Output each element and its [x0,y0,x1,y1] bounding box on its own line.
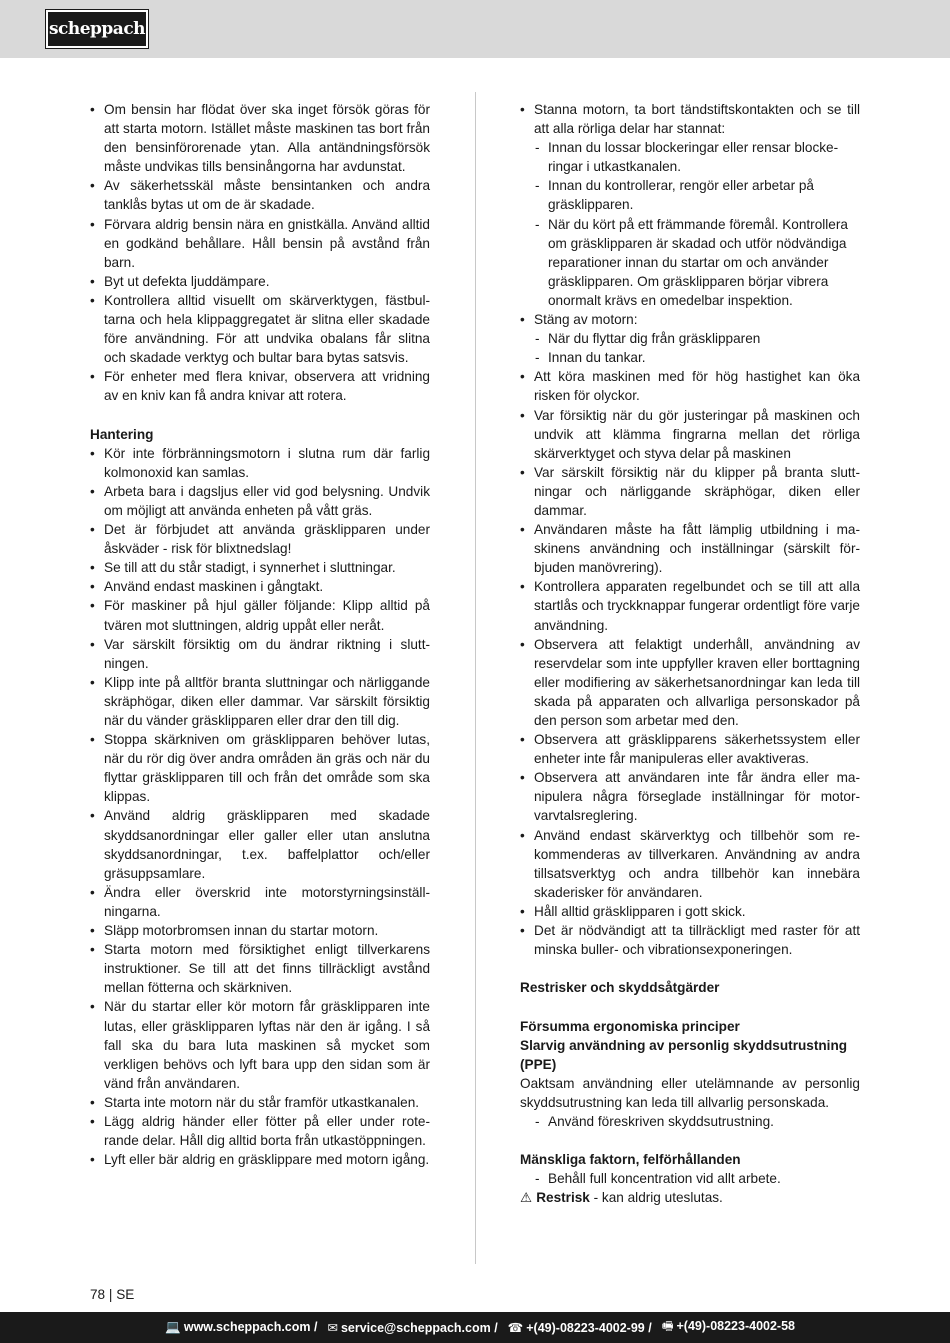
sub-item: - Innan du tankar. [520,348,860,367]
bullet-item: • Användaren måste ha fått lämplig utbildning i maskinens användning och inställningar (särskilt förbjuden manövrering). [520,520,860,577]
bullet-item: • Starta motorn med försiktighet enligt tillverkarens instruktioner. Se till att det finns tillräckligt avstånd mellan fötterna och skärkniven. [90,940,430,997]
bullet-item: • Starta inte motorn när du står framför utkastkanalen. [90,1093,430,1112]
warning-text: - kan aldrig uteslutas. [589,1190,723,1206]
bullet-item: • Stoppa skärkniven om gräsklipparen behöver lutas, när du rör dig över andra områden än gräs och när du flyttar gräsklipparen till och från det område som ska klippas. [90,730,430,806]
bullet-item: • Stanna motorn, ta bort tändstiftskontakten och se till att alla rörliga delar har stannat: [520,100,860,138]
footer-email-text: service@scheppach.com / [340,1321,498,1335]
spacer [520,997,860,1016]
footer-fax[interactable] [662,1317,795,1338]
sub-item: - När du flyttar dig från gräsklipparen [520,329,860,348]
sub-item: - Använd föreskriven skyddsutrustning. [520,1112,860,1131]
section-heading: Mänskliga faktorn, felförhållanden [520,1152,741,1168]
bullet-item: • Släpp motorbromsen innan du startar motorn. [90,921,430,940]
bullet-item: • Använd endast skärverktyg och tillbehör som rekommenderas av tillverkaren. Användning av andra tillsatsverktyg och andra tillbehör kan innebära skaderisker för användaren. [520,826,860,902]
bullet-item: • Förvara aldrig bensin nära en gnistkälla. Använd alltid en godkänd behållare. Håll bensin på avstånd från barn. [90,215,430,272]
section-heading: Slarvig användning av personlig skyddsutrustning (PPE) [520,1037,848,1072]
footer-web[interactable] [165,1320,317,1335]
bullet-item: • Det är förbjudet att använda gräsklipparen under åskväder - risk för blixtnedslag! [90,520,430,558]
footer-web-text: www.scheppach.com / [183,1320,318,1334]
section-heading: Restrisker och skyddsåtgärder [520,980,720,996]
page-language: SE [116,1287,135,1302]
bullet-item: • Använd aldrig gräsklipparen med skadade skyddsanordningar eller galler eller utan anslutna skyddsanordningar, t.ex. baffelplattor och/eller gräsuppsamlare. [90,806,430,882]
column-divider [475,92,476,1264]
bullet-item: • Kontrollera apparaten regelbundet och se till att alla startlås och tryckknappar fungerar ordentligt före varje användning. [520,577,860,634]
fax-icon: 🖷 [661,1319,674,1333]
bullet-item: • Kontrollera alltid visuellt om skärverktygen, fästbultarna och hela klippaggregatet är slitna eller skadade före användning. För att undvika obalans får slitna och skadade verktyg och bultar bara bytas satsvis. [90,291,430,367]
footer-fax-text: +(49)-08223-4002-58 [676,1319,795,1333]
bullet-item: • Stäng av motorn: [520,310,860,329]
logo-text: scheppach [48,19,146,39]
phone-icon: ☎ [507,1321,524,1335]
sub-item: - Innan du lossar blockeringar eller rensar blockeringar i utkastkanalen. [520,138,860,176]
bullet-item: • Håll alltid gräsklipparen i gott skick. [520,902,860,921]
spacer [520,1131,860,1150]
bullet-item: • Ändra eller överskrid inte motorstyrningsinställningarna. [90,883,430,921]
bullet-item: • Var försiktig när du gör justeringar på maskinen och undvik att klämma fingrarna mellan det rörliga skärverktyget och styva delar på maskinen [520,406,860,463]
bullet-item: • Se till att du står stadigt, i synnerhet i sluttningar. [90,558,430,577]
right-column [520,100,860,1207]
bullet-item: • När du startar eller kör motorn får gräsklipparen inte lutas, eller gräsklipparen lyftas när den är igång. I så fall ska du bara luta maskinen så mycket som verkligen behövs och lyft bara upp den sidan som är vänd från användaren. [90,997,430,1092]
bullet-item: • Om bensin har flödat över ska inget försök göras för att starta motorn. Istället måste maskinen tas bort från den bensinförorenade ytan. Alla antändningsförsök måste undvikas tills bensinångorna har avdunstat. [90,100,430,176]
spacer [90,406,430,425]
section-heading: Försumma ergonomiska principer [520,1018,740,1034]
bullet-item: • Observera att användaren inte får ändra eller manipulera några förseglade inställningar för motorvarvtalsreglering. [520,768,860,825]
bullet-item: • Använd endast maskinen i gångtakt. [90,577,430,596]
bullet-item: • Var särskilt försiktig om du ändrar riktning i sluttningen. [90,635,430,673]
page-number-separator: | [108,1287,113,1302]
bullet-item: • Lägg aldrig händer eller fötter på eller under roterande delar. Håll dig alltid borta från utkastöppningen. [90,1112,430,1150]
bullet-item: • Byt ut defekta ljuddämpare. [90,272,430,291]
bullet-item: • Av säkerhetsskäl måste bensintanken och andra tanklås bytas ut om de är skadade. [90,176,430,214]
sub-item: - När du kört på ett främmande föremål. Kontrollera om gräsklipparen är skadad och utför nödvändiga reparationer innan du startar om och använder gräsklipparen. Om gräsklipparen börjar vibrera onormalt krävs en omedelbar inspektion. [520,215,860,310]
warning-triangle-icon: ⚠ [520,1190,533,1206]
paragraph: Oaktsam användning eller utelämnande av personlig skyddsutrustning kan leda till allvarlig personskada. [520,1075,860,1110]
sub-item: - Innan du kontrollerar, rengör eller arbetar på gräsklipparen. [520,176,860,214]
bullet-item: • Observera att felaktigt underhåll, användning av reservdelar som inte uppfyller kraven eller borttagning eller modifiering av säkerhetsanordningar kan leda till skada på apparaten och allvarliga personskador på den person som arbetar med den. [520,635,860,730]
bullet-item: • Det är nödvändigt att ta tillräckligt med raster för att minska buller- och vibrationsexponeringen. [520,921,860,959]
scheppach-logo [46,10,148,48]
bullet-item: • Klipp inte på alltför branta sluttningar och närliggande skräphögar, diken eller dammar. Var särskilt försiktig när du vänder gräsklipparen eller drar den till dig. [90,673,430,730]
bullet-item: • För maskiner på hjul gäller följande: Klipp alltid på tvären mot sluttningen, aldrig uppåt eller neråt. [90,596,430,634]
warning-line [520,1188,860,1207]
sub-item: - Behåll full koncentration vid allt arbete. [520,1169,860,1188]
footer-phone[interactable] [508,1320,652,1335]
spacer [520,959,860,978]
page-number [90,1287,134,1302]
page-number-value: 78 [90,1287,106,1302]
footer-email[interactable] [327,1320,497,1335]
bullet-item: • Lyft eller bär aldrig en gräsklippare med motorn igång. [90,1150,430,1169]
computer-icon: 💻 [165,1320,181,1334]
bullet-item: • För enheter med flera knivar, observera att vridning av en kniv kan få andra knivar att rotera. [90,367,430,405]
footer-phone-text: +(49)-08223-4002-99 / [526,1321,652,1335]
left-column [90,100,430,1169]
mail-icon: ✉ [327,1321,338,1335]
page-header [0,0,950,58]
bullet-item: • Observera att gräsklipparens säkerhetssystem eller enheter inte får manipuleras eller avaktiveras. [520,730,860,768]
bullet-item: • Arbeta bara i dagsljus eller vid god belysning. Undvik om möjligt att använda enheten på vått gräs. [90,482,430,520]
bullet-item: • Var särskilt försiktig när du klipper på branta sluttningar och närliggande skräphögar, diken eller dammar. [520,463,860,520]
section-heading: Hantering [90,426,154,442]
page-footer [0,1312,950,1343]
bullet-item: • Att köra maskinen med för hög hastighet kan öka risken för olyckor. [520,367,860,405]
bullet-item: • Kör inte förbränningsmotorn i slutna rum där farlig kolmonoxid kan samlas. [90,444,430,482]
warning-label: Restrisk [536,1190,590,1206]
